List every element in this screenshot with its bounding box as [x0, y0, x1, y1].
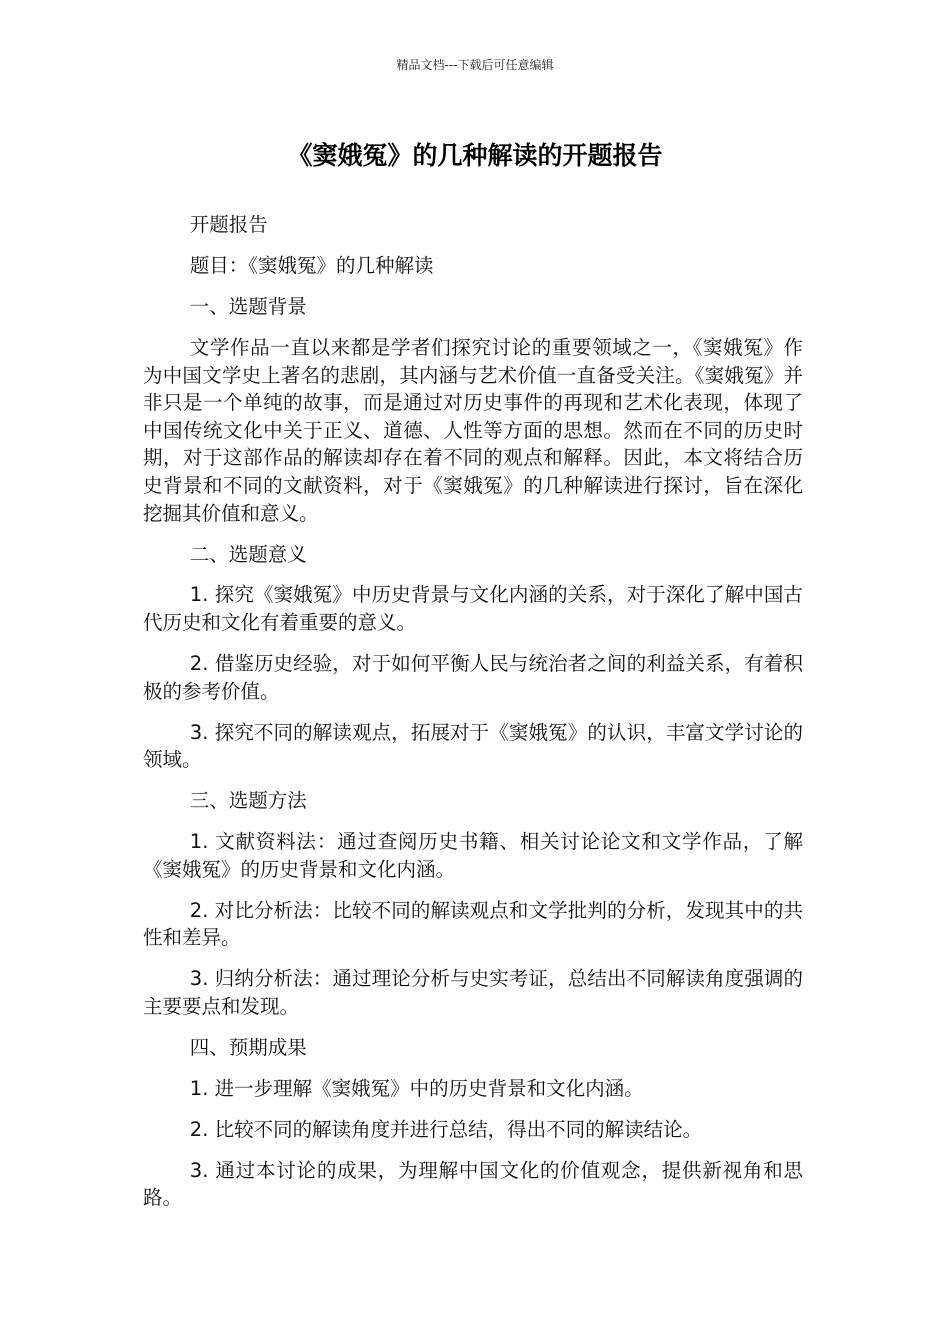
list-item-outcome-2: 2. 比较不同的解读角度并进行总结，得出不同的解读结论。 — [189, 1117, 703, 1141]
paragraph-topic: 题目：《窦娥冤》的几种解读 — [189, 253, 434, 277]
list-item-significance-2: 2. 借鉴历史经验，对于如何平衡人民与统治者之间的利益关系，有着积极的参考价值。 — [143, 652, 803, 703]
document-title: 《窦娥冤》的几种解读的开题报告 — [287, 141, 663, 170]
list-item-significance-1: 1. 探究《窦娥冤》中历史背景与文化内涵的关系，对于深化了解中国古代历史和文化有着重要的意义。 — [143, 583, 803, 635]
list-item-method-3: 3. 归纳分析法：通过理论分析与史实考证，总结出不同解读角度强调的主要要点和发现。 — [143, 967, 803, 1018]
page-header: 精品文档---下载后可任意编辑 — [396, 58, 554, 72]
list-item-method-2: 2. 对比分析法：比较不同的解读观点和文学批判的分析，发现其中的共性和差异。 — [143, 898, 803, 950]
section-heading-background: 一、选题背景 — [189, 294, 307, 318]
list-item-outcome-1: 1. 进一步理解《窦娥冤》中的历史背景和文化内涵。 — [189, 1076, 644, 1100]
section-heading-methods: 三、选题方法 — [189, 789, 307, 813]
paragraph-report-label: 开题报告 — [189, 213, 268, 236]
list-item-outcome-3: 3. 通过本讨论的成果，为理解中国文化的价值观念，提供新视角和思路。 — [143, 1158, 803, 1210]
section-heading-significance: 二、选题意义 — [189, 542, 307, 566]
document-body — [143, 211, 803, 1225]
list-item-significance-3: 3. 探究不同的解读观点，拓展对于《窦娥冤》的认识，丰富文学讨论的领域。 — [143, 720, 803, 772]
paragraph-background: 文学作品一直以来都是学者们探究讨论的重要领域之一，《窦娥冤》作为中国文学史上著名的悲剧，其内涵与艺术价值一直备受关注。《窦娥冤》并非只是一个单纯的故事，而是通过对历史事件的再现和艺术化表现，体现了中国传统文化中关于正义、道德、人性等方面的思想。然而在不同的历史时期，对于这部作品的解读却存在着不同的观点和解释。因此，本文将结合历史背景和不同的文献资料，对于《窦娥冤》的几种解读进行探讨，旨在深化挖掘其价值和意义。 — [143, 335, 803, 525]
list-item-method-1: 1. 文献资料法：通过查阅历史书籍、相关讨论论文和文学作品，了解《窦娥冤》的历史背景和文化内涵。 — [143, 830, 803, 881]
section-heading-outcomes: 四、预期成果 — [189, 1035, 307, 1059]
